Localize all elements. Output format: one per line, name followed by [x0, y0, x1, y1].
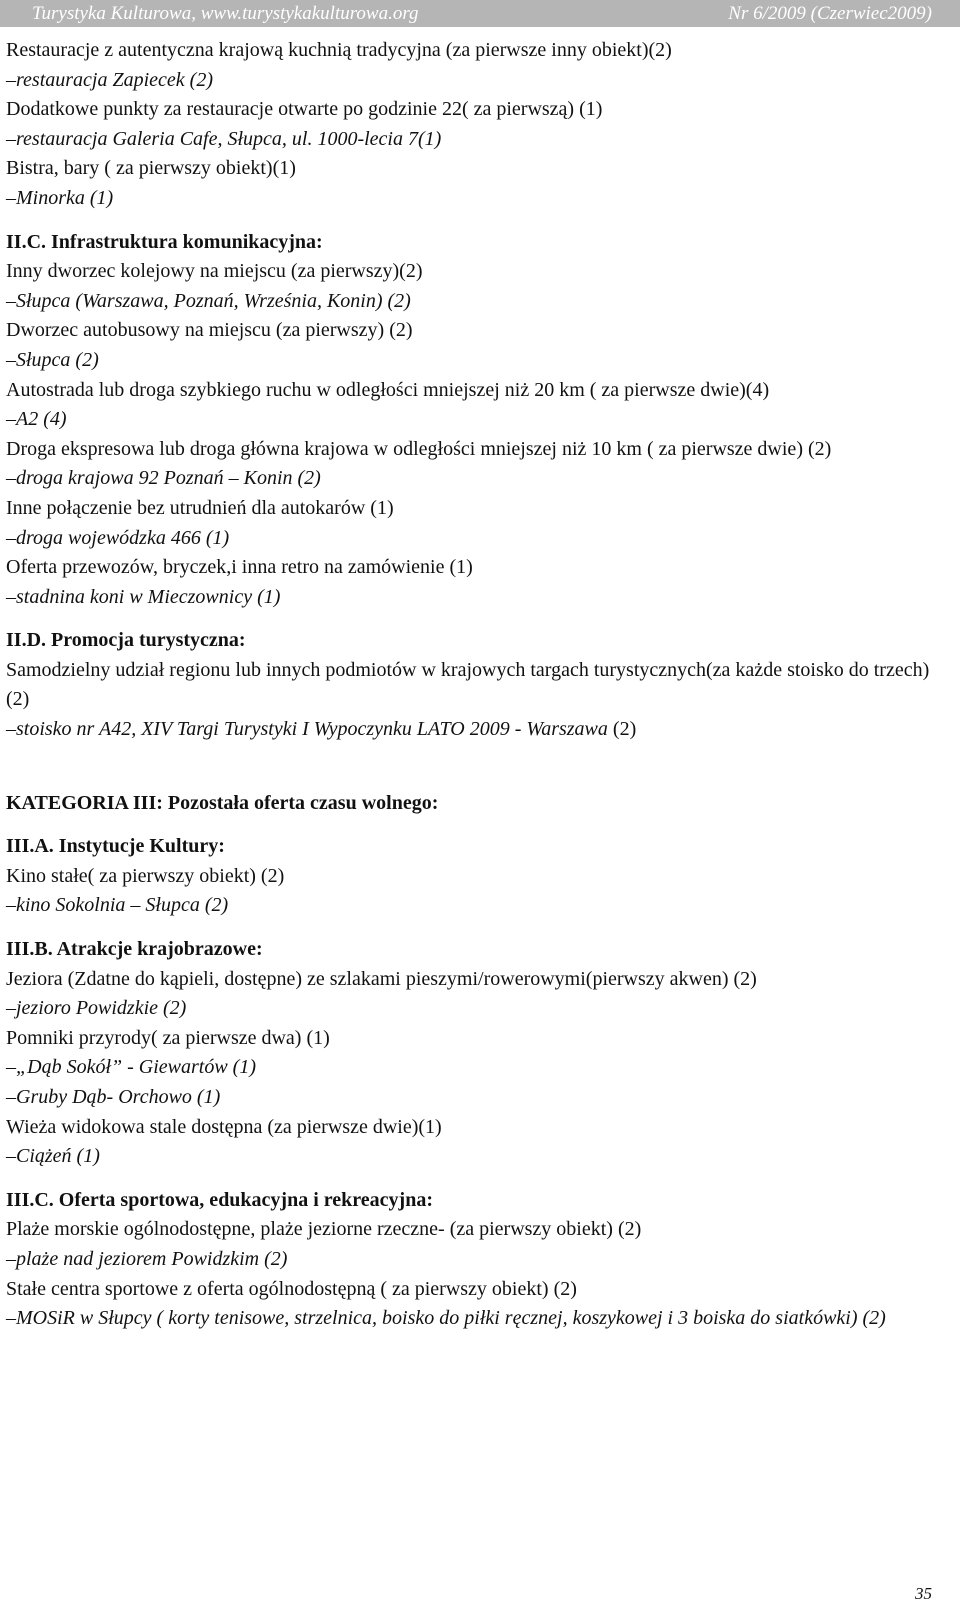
section-heading: III.A. Instytucje Kultury: — [6, 835, 225, 858]
example-points: (2) — [607, 718, 637, 741]
page-number: 35 — [915, 1584, 932, 1603]
example-line: –MOSiR w Słupcy ( korty tenisowe, strzelnica, boisko do piłki ręcznej, koszykowej i 3 boiska do siatkówki) (2) — [6, 1307, 886, 1330]
example-line: –kino Sokolnia – Słupca (2) — [6, 894, 229, 917]
example-line: –droga krajowa 92 Poznań – Konin (2) — [6, 467, 321, 490]
section-heading: II.C. Infrastruktura komunikacyjna: — [6, 230, 323, 253]
example-line: –restauracja Zapiecek (2) — [6, 68, 213, 91]
example-line: –Minorka (1) — [6, 186, 114, 209]
text-line: Samodzielny udział regionu lub innych podmiotów w krajowych targach turystycznych(za każde stoisko do trzech)(2) — [6, 658, 930, 711]
text-line: Plaże morskie ogólnodostępne, plaże jeziorne rzeczne- (za pierwszy obiekt) (2) — [6, 1218, 642, 1241]
journal-title: Turystyka Kulturowa, www.turystykakulturowa.org — [32, 3, 419, 24]
section-heading: III.C. Oferta sportowa, edukacyjna i rekreacyjna: — [6, 1188, 434, 1211]
category-heading: KATEGORIA III: Pozostała oferta czasu wolnego: — [6, 791, 439, 814]
example-line: –Gruby Dąb- Orchowo (1) — [6, 1086, 221, 1108]
example-line — [6, 715, 952, 745]
text-line: Jeziora (Zdatne do kąpieli, dostępne) ze szlakami pieszymi/rowerowymi(pierwszy akwen) (2) — [6, 967, 757, 990]
document-body — [6, 36, 952, 1334]
text-line: Inny dworzec kolejowy na miejscu (za pierwszy)(2) — [6, 260, 423, 283]
text-line: Restauracje z autentyczna krajową kuchnią tradycyjna (za pierwsze inny obiekt)(2) — [6, 39, 672, 61]
text-line: Kino stałe( za pierwszy obiekt) (2) — [6, 864, 285, 887]
example-line: –„Dąb Sokół” - Giewartów (1) — [6, 1056, 256, 1079]
text-line: Wieża widokowa stale dostępna (za pierwsze dwie)(1) — [6, 1115, 442, 1138]
text-line: Autostrada lub droga szybkiego ruchu w odległości mniejszej niż 20 km ( za pierwsze dwie)(4) — [6, 378, 770, 401]
example-line: –stadnina koni w Mieczownicy (1) — [6, 585, 281, 608]
example-line: –plaże nad jeziorem Powidzkim (2) — [6, 1247, 288, 1270]
section-heading: II.D. Promocja turystyczna: — [6, 629, 246, 652]
text-line: Oferta przewozów, bryczek,i inna retro na zamówienie (1) — [6, 556, 473, 579]
text-line: Dodatkowe punkty za restauracje otwarte po godzinie 22( za pierwszą) (1) — [6, 98, 603, 121]
text-line: Bistra, bary ( za pierwszy obiekt)(1) — [6, 157, 296, 180]
issue-number: Nr 6/2009 (Czerwiec2009) — [728, 3, 932, 24]
text-line: Inne połączenie bez utrudnień dla autokarów (1) — [6, 496, 394, 519]
example-line: –Słupca (Warszawa, Poznań, Września, Konin) (2) — [6, 289, 411, 312]
example-line: –droga wojewódzka 466 (1) — [6, 526, 230, 549]
text-line: Stałe centra sportowe z oferta ogólnodostępną ( za pierwszy obiekt) (2) — [6, 1277, 577, 1300]
example-line: –A2 (4) — [6, 408, 67, 431]
text-line: Dworzec autobusowy na miejscu (za pierwszy) (2) — [6, 319, 413, 342]
example-line: –restauracja Galeria Cafe, Słupca, ul. 1000-lecia 7(1) — [6, 127, 442, 150]
page-header — [0, 0, 960, 27]
example-line: –Ciążeń (1) — [6, 1145, 100, 1168]
section-heading: III.B. Atrakcje krajobrazowe: — [6, 938, 263, 961]
example-text: –stoisko nr A42, XIV Targi Turystyki I Wypoczynku LATO 2009 - Warszawa — [6, 718, 608, 741]
text-line: Droga ekspresowa lub droga główna krajowa w odległości mniejszej niż 10 km ( za pierwsze dwie) (2) — [6, 437, 832, 460]
example-line: –Słupca (2) — [6, 348, 99, 371]
text-line: Pomniki przyrody( za pierwsze dwa) (1) — [6, 1026, 330, 1049]
example-line: –jezioro Powidzkie (2) — [6, 997, 187, 1020]
